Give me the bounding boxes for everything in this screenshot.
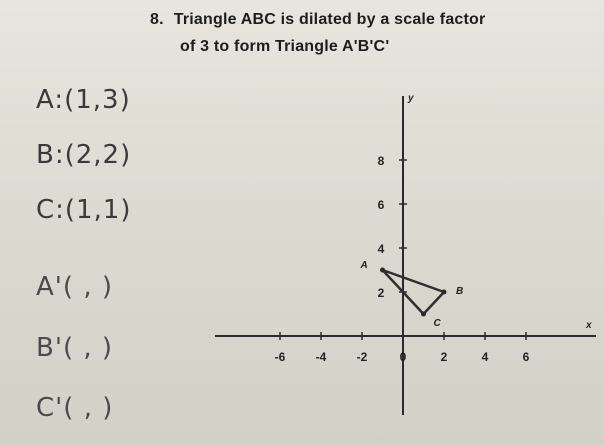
x-tick-label: 4 (481, 350, 489, 364)
y-axis-label: y (408, 93, 414, 104)
vertex-point-a (380, 268, 385, 273)
handwritten-b-prime: B'( , ) (36, 333, 114, 363)
x-tick-label: 2 (440, 350, 448, 364)
vertex-point-b (442, 290, 447, 295)
vertex-label-a: A (360, 260, 368, 271)
x-tick-label: 0 (399, 350, 407, 364)
problem-line-1: Triangle ABC is dilated by a scale factor (173, 11, 486, 28)
y-tick-label: 6 (377, 198, 385, 212)
y-tick-label: 2 (377, 286, 385, 300)
x-tick-label: 6 (522, 350, 530, 364)
problem-line-2: of 3 to form Triangle A'B'C' (180, 38, 390, 55)
triangle-abc-outline (383, 270, 445, 314)
vertex-label-c: C (433, 318, 441, 329)
y-tick-label: 4 (377, 242, 385, 256)
x-tick-label: -4 (315, 350, 327, 364)
x-tick-label: -2 (356, 350, 368, 364)
x-axis-label: x (586, 320, 592, 331)
handwritten-a: A:(1,3) (36, 85, 131, 115)
handwritten-c: C:(1,1) (36, 195, 132, 225)
handwritten-a-prime: A'( , ) (36, 272, 114, 302)
x-tick-label: -6 (274, 350, 286, 364)
problem-number: 8. (150, 11, 164, 28)
triangle-abc (360, 260, 464, 329)
handwritten-c-prime: C'( , ) (36, 393, 114, 423)
vertex-label-b: B (456, 286, 464, 297)
vertex-point-c (421, 312, 426, 317)
handwritten-b: B:(2,2) (36, 140, 132, 170)
y-tick-label: 8 (377, 154, 385, 168)
axes (215, 93, 596, 415)
